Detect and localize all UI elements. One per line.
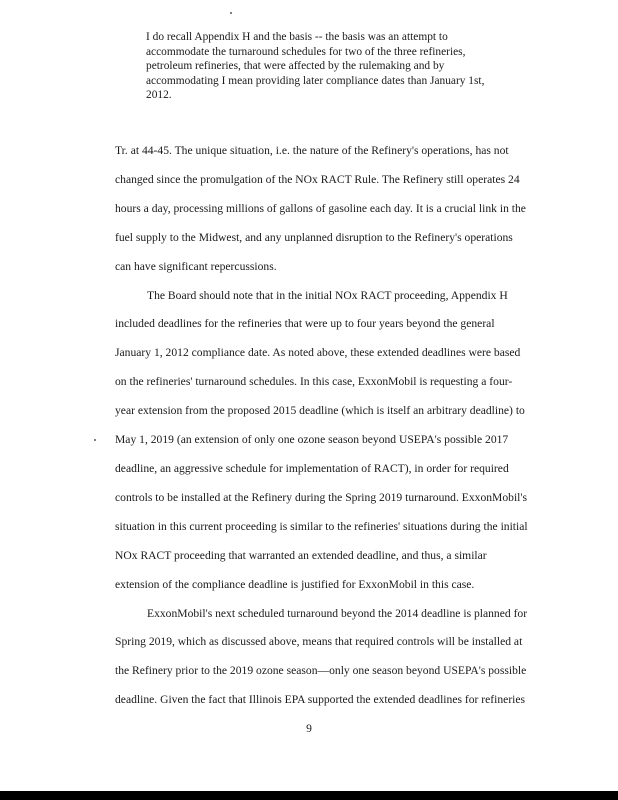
- text-line: NOx RACT proceeding that warranted an extended deadline, and thus, a similar: [115, 548, 487, 562]
- quote-line: accommodate the turnaround schedules for two of the three refineries,: [146, 45, 466, 58]
- paragraph-2: [115, 282, 551, 600]
- quote-line: I do recall Appendix H and the basis -- the basis was an attempt to: [146, 31, 448, 43]
- text-line: the Refinery prior to the 2019 ozone season—only one season beyond USEPA's possible: [115, 664, 527, 678]
- paragraph-3: [115, 600, 551, 716]
- text-line: deadline, an aggressive schedule for implementation of RACT), in order for required: [115, 461, 509, 475]
- text-line: changed since the promulgation of the NOx RACT Rule. The Refinery still operates 24: [115, 172, 520, 186]
- scan-bottom-edge: [0, 791, 618, 800]
- text-line: The Board should note that in the initial NOx RACT proceeding, Appendix H: [147, 288, 508, 302]
- text-line: Spring 2019, which as discussed above, means that required controls will be installed at: [115, 635, 523, 649]
- scan-speck: [94, 439, 96, 441]
- text-line: fuel supply to the Midwest, and any unplanned disruption to the Refinery's operations: [115, 230, 513, 244]
- text-line: can have significant repercussions.: [115, 259, 277, 273]
- block-quote: [146, 30, 518, 103]
- text-line: ExxonMobil's next scheduled turnaround beyond the 2014 deadline is planned for: [147, 606, 528, 620]
- text-line: deadline. Given the fact that Illinois EPA supported the extended deadlines for refineries: [115, 693, 526, 707]
- text-line: hours a day, processing millions of gallons of gasoline each day. It is a crucial link in the: [115, 201, 526, 215]
- quote-line: accommodating I mean providing later compliance dates than January 1st,: [146, 74, 485, 87]
- text-line: controls to be installed at the Refinery during the Spring 2019 turnaround. ExxonMobil's: [115, 490, 527, 504]
- text-line: Tr. at 44-45. The unique situation, i.e. the nature of the Refinery's operations, has not: [115, 144, 509, 157]
- body-text: [115, 137, 551, 715]
- text-line: situation in this current proceeding is similar to the refineries' situations during the initial: [115, 519, 528, 533]
- quote-line: 2012.: [146, 89, 172, 102]
- text-line: extension of the compliance deadline is justified for ExxonMobil in this case.: [115, 577, 475, 591]
- text-line: on the refineries' turnaround schedules. In this case, ExxonMobil is requesting a four-: [115, 375, 513, 389]
- scan-speck: [230, 12, 232, 14]
- text-line: January 1, 2012 compliance date. As noted above, these extended deadlines were based: [115, 346, 521, 360]
- paragraph-1: [115, 137, 551, 282]
- text-line: May 1, 2019 (an extension of only one ozone season beyond USEPA's possible 2017: [115, 433, 509, 447]
- text-line: included deadlines for the refineries that were up to four years beyond the general: [115, 317, 495, 331]
- page-number: 9: [306, 722, 312, 735]
- text-line: year extension from the proposed 2015 deadline (which is itself an arbitrary deadline) to: [115, 404, 525, 418]
- quote-line: petroleum refineries, that were affected by the rulemaking and by: [146, 60, 445, 73]
